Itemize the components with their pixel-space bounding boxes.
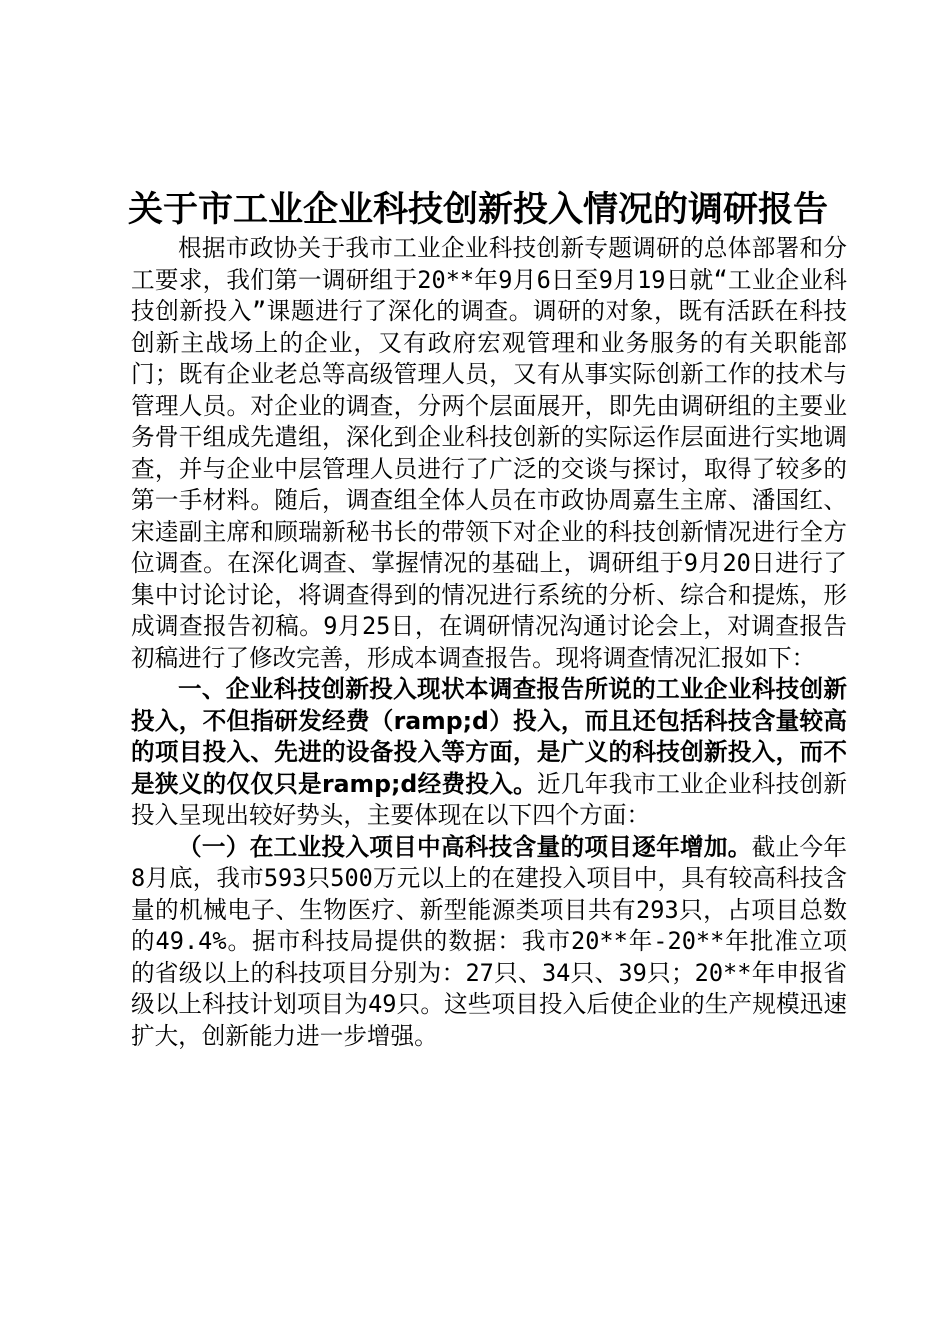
document-body — [131, 233, 847, 1052]
subsection-heading: （一）在工业投入项目中高科技含量的项目逐年增加。 — [178, 832, 752, 861]
paragraph-intro — [131, 233, 847, 674]
paragraph-text: 近几年我市工业企业科技创新投入呈现出较好势头，主要体现在以下四个方面： — [131, 769, 847, 829]
paragraph-text: 截止今年8月底，我市593只500万元以上的在建投入项目中，具有较高科技含量的机械电子、生物医疗、新型能源类项目共有293只，占项目总数的49.4%。据市科技局提供的数据：我市20**年-20**年批准立项的省级以上的科技项目分别为：27只、34只、39只；20**年申报省级以上科技计划项目为49只。这些项目投入后使企业的生产规模迅速扩大，创新能力进一步增强。 — [131, 832, 848, 1050]
paragraph-section-1 — [131, 674, 847, 832]
section-heading: 一、企业科技创新投入现状本调查报告所说的工业企业科技创新投入，不但指研发经费（ramp;d）投入，而且还包括科技含量较高的项目投入、先进的设备投入等方面，是广义的科技创新投入，而不是狭义的仅仅只是ramp;d经费投入。 — [131, 675, 847, 798]
paragraph-text: 根据市政协关于我市工业企业科技创新专题调研的总体部署和分工要求，我们第一调研组于20**年9月6日至9月19日就“工业企业科技创新投入”课题进行了深化的调查。调研的对象，既有活跃在科技创新主战场上的企业，又有政府宏观管理和业务服务的有关职能部门；既有企业老总等高级管理人员，又有从事实际创新工作的技术与管理人员。对企业的调查，分两个层面展开，即先由调研组的主要业务骨干组成先遣组，深化到企业科技创新的实际运作层面进行实地调查，并与企业中层管理人员进行了广泛的交谈与探讨，取得了较多的第一手材料。随后，调查组全体人员在市政协周嘉生主席、潘国红、宋逵副主席和顾瑞新秘书长的带领下对企业的科技创新情况进行全方位调查。在深化调查、掌握情况的基础上，调研组于9月20日进行了集中讨论讨论，将调查得到的情况进行系统的分析、综合和提炼，形成调查报告初稿。9月25日，在调研情况沟通讨论会上，对调查报告初稿进行了修改完善，形成本调查报告。现将调查情况汇报如下： — [131, 234, 847, 672]
document-title: 关于市工业企业科技创新投入情况的调研报告 — [128, 190, 829, 230]
paragraph-subsection-1 — [131, 832, 847, 1053]
